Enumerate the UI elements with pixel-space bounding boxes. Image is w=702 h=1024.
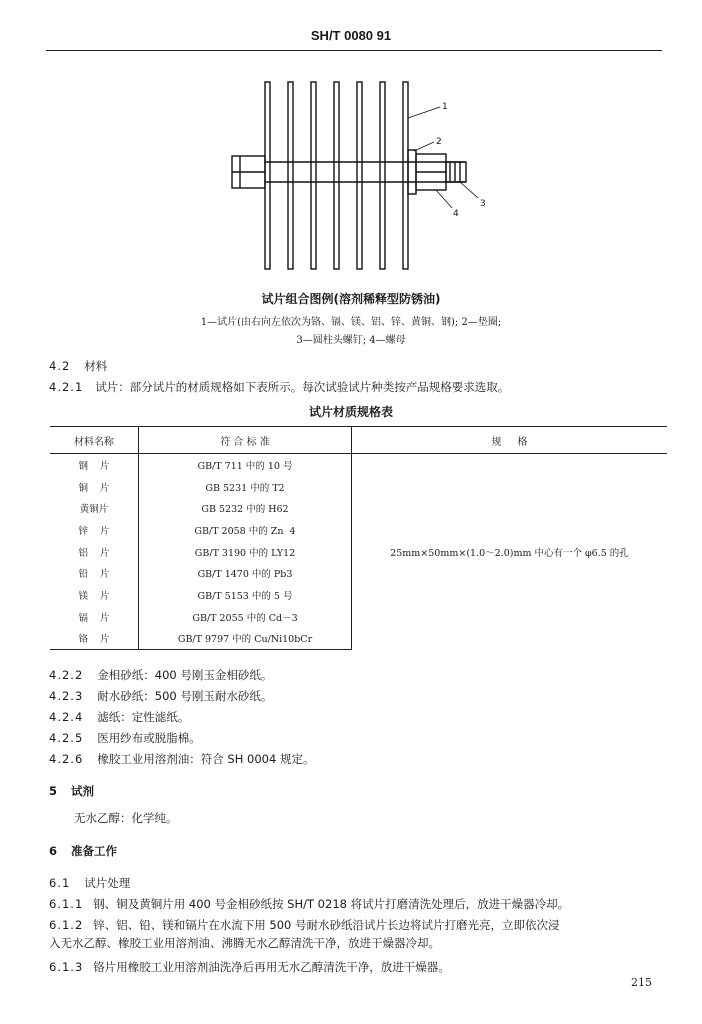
specimen-plate [403,82,408,269]
material-name: 锌 片 [78,525,110,537]
specimen-plate [334,82,339,269]
material-standard: GB 5231 中的 T2 [139,476,352,498]
material-standard: GB/T 1470 中的 Pb3 [139,562,352,584]
material-standard: GB/T 9797 中的 Cu/Ni10bCr [139,628,352,650]
header-specification: 规 格 [352,427,668,454]
table-header-row [50,427,667,454]
washer [408,150,416,194]
header-rule [46,50,662,51]
material-standard: GB/T 2058 中的 Zn 4 [139,519,352,541]
callout-3: 3 [480,199,486,209]
material-spec-table [50,426,667,650]
section-6-1-2-continued: 入无水乙醇、橡胶工业用溶剂油、沸腾无水乙醇清洗干净，放进干燥器冷却。 [49,936,440,950]
material-name: 镉 片 [78,612,110,624]
specification-cell: 25mm×50mm×(1.0～2.0)mm 中心有一个 φ6.5 的孔 [352,454,668,650]
figure-legend-line-2: 3—圆柱头螺钉; 4—螺母 [296,335,406,346]
material-standard: GB/T 3190 中的 LY12 [139,541,352,563]
specimen-plate [357,82,362,269]
section-6-1-1: 6.1.1 钢、铜及黄铜片用 400 号金相砂纸按 SH/T 0218 将试片打磨清洗处理后，放进干燥器冷却。 [49,897,570,911]
material-name: 黄铜片 [79,504,109,516]
callout-2: 2 [436,137,442,147]
document-code-header: SH/T 0080 91 [310,28,392,43]
table-title: 试片材质规格表 [308,405,393,419]
section-4-2-3: 4.2.3 耐水砂纸：500 号刚玉耐水砂纸。 [49,689,273,703]
figure-title: 试片组合图例(溶剂稀释型防锈油) [261,292,441,306]
section-6-1-3: 6.1.3 铬片用橡胶工业用溶剂油洗净后再用无水乙醇清洗干净，放进干燥器。 [49,960,450,974]
section-4-2-4: 4.2.4 滤纸：定性滤纸。 [49,710,190,724]
callout-1: 1 [442,102,448,112]
callout-4: 4 [453,209,459,219]
section-5-body: 无水乙醇：化学纯。 [74,811,178,825]
header-standard: 符 合 标 准 [139,427,352,454]
material-standard: GB/T 2055 中的 Cd－3 [139,606,352,628]
material-name: 铜 片 [78,482,110,494]
material-name: 铬 片 [50,628,139,650]
section-4-2-1: 4.2.1 试片：部分试片的材质规格如下表所示。每次试验试片种类按产品规格要求选取。 [49,380,510,394]
section-6-1: 6.1 试片处理 [49,876,131,890]
section-4-2-2: 4.2.2 金相砂纸：400 号刚玉金相砂纸。 [49,668,273,682]
material-name: 钢 片 [78,460,110,472]
material-standard: GB/T 711 中的 10 号 [139,454,352,476]
material-name: 铅 片 [78,569,110,581]
material-name: 镁 片 [78,590,110,602]
page-number: 215 [631,976,652,989]
material-standard: GB/T 5153 中的 5 号 [139,584,352,606]
specimen-plate [288,82,293,269]
section-4-2-6: 4.2.6 橡胶工业用溶剂油：符合 SH 0004 规定。 [49,752,315,766]
specimen-plate [265,82,270,269]
specimen-assembly-diagram [200,70,500,280]
specimen-plate [311,82,316,269]
table-row [50,454,667,476]
figure-legend-line-1: 1—试片(由右向左依次为铬、镉、镁、铝、锌、黄铜、钢); 2—垫圈; [200,317,502,328]
section-6-1-2: 6.1.2 锌、铝、铅、镁和镉片在水流下用 500 号耐水砂纸沿试片长边将试片打磨光亮，立即依次浸 [49,918,560,932]
section-4-2-5: 4.2.5 医用纱布或脱脂棉。 [49,731,201,745]
header-material-name: 材料名称 [50,427,139,454]
screw-tip [446,162,466,182]
section-5-heading: 5 试剂 [49,784,95,798]
specimen-plate [380,82,385,269]
material-name: 铝 片 [78,547,110,559]
section-4-2: 4.2 材料 [49,359,108,373]
material-standard: GB 5232 中的 H62 [139,497,352,519]
section-6-heading: 6 准备工作 [49,844,118,858]
